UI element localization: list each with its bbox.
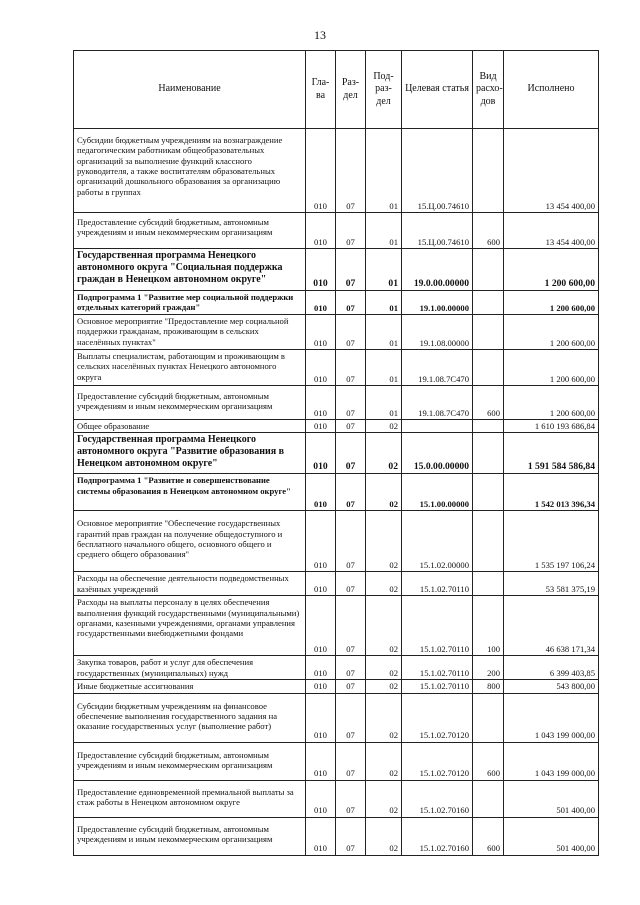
row-done: 1 200 600,00	[504, 386, 599, 420]
table-row	[74, 350, 599, 386]
table-row	[74, 680, 599, 693]
row-target: 19.1.08.7С470	[402, 350, 473, 386]
row-glava: 010	[306, 420, 336, 433]
row-name: Предоставление субсидий бюджетным, автономным учреждениям и иным некоммерческим организациям	[74, 742, 306, 780]
row-done: 6 399 403,85	[504, 656, 599, 680]
row-podrazdel: 01	[366, 291, 402, 315]
row-name: Основное мероприятие "Предоставление мер социальной поддержки гражданам, проживающим в сельских населённых пунктах"	[74, 315, 306, 350]
column-header-done: Исполнено	[504, 51, 599, 129]
column-header-target: Целевая статья	[402, 51, 473, 129]
row-podrazdel: 02	[366, 693, 402, 742]
table-row	[74, 291, 599, 315]
row-done: 1 200 600,00	[504, 249, 599, 291]
row-podrazdel: 02	[366, 433, 402, 474]
row-podrazdel: 02	[366, 817, 402, 855]
row-target: 15.Ц.00.74610	[402, 213, 473, 249]
row-target: 15.1.02.70110	[402, 596, 473, 656]
row-vid: 600	[473, 742, 504, 780]
table-row	[74, 780, 599, 817]
row-name: Закупка товаров, работ и услуг для обеспечения государственных (муниципальных) нужд	[74, 656, 306, 680]
row-done: 13 454 400,00	[504, 213, 599, 249]
column-header-glava: Гла-ва	[306, 51, 336, 129]
row-done: 13 454 400,00	[504, 129, 599, 213]
row-vid	[473, 433, 504, 474]
row-target: 15.0.00.00000	[402, 433, 473, 474]
row-razdel: 07	[336, 249, 366, 291]
row-vid: 600	[473, 213, 504, 249]
table-row	[74, 474, 599, 511]
row-glava: 010	[306, 249, 336, 291]
row-target: 19.1.08.00000	[402, 315, 473, 350]
row-glava: 010	[306, 780, 336, 817]
row-vid	[473, 474, 504, 511]
row-vid	[473, 315, 504, 350]
row-vid	[473, 572, 504, 596]
row-razdel: 07	[336, 420, 366, 433]
row-done: 1 200 600,00	[504, 315, 599, 350]
table-row	[74, 572, 599, 596]
row-vid: 800	[473, 680, 504, 693]
row-vid	[473, 249, 504, 291]
row-vid	[473, 129, 504, 213]
row-done: 46 638 171,34	[504, 596, 599, 656]
row-glava: 010	[306, 129, 336, 213]
row-vid: 100	[473, 596, 504, 656]
row-vid	[473, 780, 504, 817]
row-name: Государственная программа Ненецкого автономного округа "Развитие образования в Ненецком автономном округе"	[74, 433, 306, 474]
row-done: 1 200 600,00	[504, 350, 599, 386]
row-razdel: 07	[336, 291, 366, 315]
row-podrazdel: 02	[366, 780, 402, 817]
table-row	[74, 315, 599, 350]
row-razdel: 07	[336, 572, 366, 596]
row-done: 1 200 600,00	[504, 291, 599, 315]
row-razdel: 07	[336, 742, 366, 780]
row-done: 53 581 375,19	[504, 572, 599, 596]
row-name: Предоставление субсидий бюджетным, автономным учреждениям и иным некоммерческим организациям	[74, 213, 306, 249]
row-podrazdel: 01	[366, 129, 402, 213]
row-podrazdel: 02	[366, 742, 402, 780]
row-target: 15.1.02.70160	[402, 780, 473, 817]
row-target: 19.0.00.00000	[402, 249, 473, 291]
row-done: 1 535 197 106,24	[504, 511, 599, 572]
row-target: 15.1.02.70120	[402, 693, 473, 742]
row-name: Выплаты специалистам, работающим и проживающим в сельских населённых пунктах Ненецкого автономного округа	[74, 350, 306, 386]
row-glava: 010	[306, 656, 336, 680]
row-razdel: 07	[336, 780, 366, 817]
row-target: 19.1.08.7С470	[402, 386, 473, 420]
row-name: Предоставление субсидий бюджетным, автономным учреждениям и иным некоммерческим организациям	[74, 386, 306, 420]
row-name: Общее образование	[74, 420, 306, 433]
row-done: 501 400,00	[504, 817, 599, 855]
row-razdel: 07	[336, 680, 366, 693]
row-podrazdel: 02	[366, 420, 402, 433]
row-podrazdel: 01	[366, 315, 402, 350]
row-glava: 010	[306, 742, 336, 780]
row-glava: 010	[306, 350, 336, 386]
row-name: Субсидии бюджетным учреждениям на финансовое обеспечение выполнения государственного задания на оказание государственных услуг (выполнение работ)	[74, 693, 306, 742]
row-razdel: 07	[336, 511, 366, 572]
row-done: 1 542 013 396,34	[504, 474, 599, 511]
row-done: 501 400,00	[504, 780, 599, 817]
row-glava: 010	[306, 291, 336, 315]
row-podrazdel: 02	[366, 680, 402, 693]
table-row	[74, 656, 599, 680]
row-podrazdel: 02	[366, 596, 402, 656]
budget-table	[73, 50, 599, 856]
row-glava: 010	[306, 433, 336, 474]
row-razdel: 07	[336, 474, 366, 511]
table-row	[74, 742, 599, 780]
row-target	[402, 420, 473, 433]
row-vid: 600	[473, 817, 504, 855]
row-done: 1 043 199 000,00	[504, 693, 599, 742]
row-name: Государственная программа Ненецкого автономного округа "Социальная поддержка граждан в Ненецком автономном округе"	[74, 249, 306, 291]
column-header-podrazdel: Под-раз-дел	[366, 51, 402, 129]
row-target: 15.1.02.70110	[402, 680, 473, 693]
row-vid: 600	[473, 386, 504, 420]
row-glava: 010	[306, 386, 336, 420]
row-razdel: 07	[336, 693, 366, 742]
row-podrazdel: 02	[366, 511, 402, 572]
row-target: 15.1.02.70120	[402, 742, 473, 780]
table-row	[74, 817, 599, 855]
row-target: 15.1.02.70110	[402, 572, 473, 596]
row-glava: 010	[306, 693, 336, 742]
row-target: 19.1.00.00000	[402, 291, 473, 315]
row-name: Подпрограмма 1 "Развитие и совершенствование системы образования в Ненецком автономном округе"	[74, 474, 306, 511]
row-razdel: 07	[336, 129, 366, 213]
table-header-row	[74, 51, 599, 129]
row-name: Подпрограмма 1 "Развитие мер социальной поддержки отдельных категорий граждан"	[74, 291, 306, 315]
row-podrazdel: 02	[366, 474, 402, 511]
row-glava: 010	[306, 572, 336, 596]
row-glava: 010	[306, 315, 336, 350]
row-glava: 010	[306, 680, 336, 693]
table-row	[74, 386, 599, 420]
row-glava: 010	[306, 596, 336, 656]
row-done: 1 591 584 586,84	[504, 433, 599, 474]
row-target: 15.Ц.00.74610	[402, 129, 473, 213]
row-target: 15.1.00.00000	[402, 474, 473, 511]
column-header-razdel: Раз-дел	[336, 51, 366, 129]
table-row	[74, 420, 599, 433]
table-row	[74, 213, 599, 249]
row-name: Расходы на обеспечение деятельности подведомственных казённых учреждений	[74, 572, 306, 596]
row-done: 1 610 193 686,84	[504, 420, 599, 433]
row-vid	[473, 511, 504, 572]
row-podrazdel: 02	[366, 656, 402, 680]
table-row	[74, 511, 599, 572]
table-row	[74, 693, 599, 742]
row-podrazdel: 01	[366, 213, 402, 249]
row-vid	[473, 291, 504, 315]
table-row	[74, 249, 599, 291]
row-vid	[473, 420, 504, 433]
row-podrazdel: 01	[366, 249, 402, 291]
row-glava: 010	[306, 474, 336, 511]
row-razdel: 07	[336, 433, 366, 474]
table-row	[74, 129, 599, 213]
row-vid	[473, 693, 504, 742]
row-target: 15.1.02.00000	[402, 511, 473, 572]
row-razdel: 07	[336, 386, 366, 420]
row-razdel: 07	[336, 350, 366, 386]
row-done: 543 800,00	[504, 680, 599, 693]
row-glava: 010	[306, 817, 336, 855]
page-number: 13	[314, 28, 326, 42]
row-vid	[473, 350, 504, 386]
row-razdel: 07	[336, 817, 366, 855]
row-podrazdel: 01	[366, 350, 402, 386]
row-razdel: 07	[336, 656, 366, 680]
row-glava: 010	[306, 511, 336, 572]
row-name: Иные бюджетные ассигнования	[74, 680, 306, 693]
column-header-name: Наименование	[74, 51, 306, 129]
table-row	[74, 596, 599, 656]
row-razdel: 07	[336, 315, 366, 350]
row-vid: 200	[473, 656, 504, 680]
row-glava: 010	[306, 213, 336, 249]
row-target: 15.1.02.70110	[402, 656, 473, 680]
row-done: 1 043 199 000,00	[504, 742, 599, 780]
column-header-vid: Вид расхо-дов	[473, 51, 504, 129]
row-razdel: 07	[336, 596, 366, 656]
row-target: 15.1.02.70160	[402, 817, 473, 855]
row-name: Предоставление субсидий бюджетным, автономным учреждениям и иным некоммерческим организациям	[74, 817, 306, 855]
row-podrazdel: 01	[366, 386, 402, 420]
row-razdel: 07	[336, 213, 366, 249]
row-name: Основное мероприятие "Обеспечение государственных гарантий прав граждан на получение общедоступного и бесплатного начального общего, основного общего и среднего общего образования"	[74, 511, 306, 572]
row-podrazdel: 02	[366, 572, 402, 596]
row-name: Расходы на выплаты персоналу в целях обеспечения выполнения функций государственными (муниципальными) органами, казенными учреждениями, органами управления государственными внебюджетными фондами	[74, 596, 306, 656]
table-row	[74, 433, 599, 474]
row-name: Субсидии бюджетным учреждениям на вознаграждение педагогическим работникам общеобразовательных организаций за выполнение функций классного руководителя, а также воспитателям образовательных организаций дошкольного образования за организацию работы в группах	[74, 129, 306, 213]
row-name: Предоставление единовременной премиальной выплаты за стаж работы в Ненецком автономном округе	[74, 780, 306, 817]
